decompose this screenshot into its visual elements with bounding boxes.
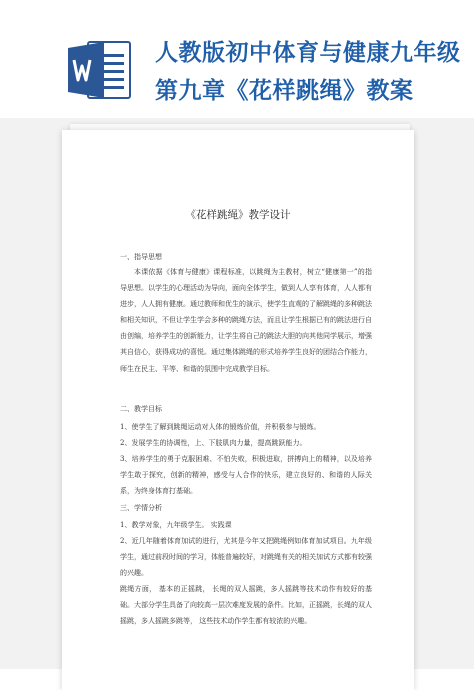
- goal-item-3: 3、培养学生的勇于克服困难、不怕失败，积极进取，拼搏向上的精神，以及培养学生敢于探究，创新的精神，感受与人合作的快乐，建立良好的、和谐的人际关系，为终身体育打基础。: [120, 455, 372, 496]
- goal-item-2: 2、发展学生的协调性，上、下肢肌肉力量，提高跳跃能力。: [120, 439, 307, 447]
- section-heading-guiding-thought: 一、指导思想: [120, 253, 162, 261]
- document-page: [62, 130, 414, 690]
- document-title: 《花样跳绳》教学设计: [185, 209, 291, 221]
- section-paragraph-guiding-thought: 本课依据《体育与健康》课程标准，以跳绳为主教材，树立“健康第一”的指导思想。以学生的心理活动为导向，面向全体学生，做到人人享有体育，人人都有进步，人人拥有健康。通过教师和优生的演示，使学生直观的了解跳绳的多种跳法和相关知识，不但让学生学会多种的跳绳方法，而且让学生根据已有的跳法进行自由创编，培养学生的创新能力，让学生将自己的跳法大胆的向其他同学展示，增强其自信心，获得成功的喜悦。通过集体跳绳的形式培养学生良好的团结合作能力，师生在民主、平等、和谐的氛围中完成教学目标。: [120, 268, 372, 373]
- page-title-line-2: 第九章《花样跳绳》教案: [155, 78, 414, 104]
- document-preview: [0, 118, 474, 669]
- goal-item-1: 1、使学生了解到跳绳运动对人体的锻炼价值，并积极参与锻炼。: [120, 423, 321, 431]
- analysis-item-1: 1、教学对象，九年级学生。 实践课: [120, 521, 232, 529]
- analysis-item-2: 2、近几年随着体育加试的进行，尤其是今年又把跳绳例如体育加试项目。九年级学生，通过前段时间的学习，体能普遍较好，对跳绳有关的相关加试方式都有较强的兴趣。: [120, 537, 372, 578]
- header: [0, 0, 474, 118]
- section-heading-teaching-goals: 二、教学目标: [120, 405, 162, 413]
- analysis-paragraph: 跳绳方面， 基本的正摇跳， 长绳的双人摇跳，多人摇跳等技术动作有较好的基础。大部分学生具备了向较高一层次难度发展的条件。比如，正摇跳，长绳的双人摇跳，多人摇跳多跳等， 这些技术动作学生都有较浓的兴趣。: [120, 585, 372, 626]
- section-heading-learner-analysis: 三、学情分析: [120, 504, 162, 512]
- page-title-line-1: 人教版初中体育与健康九年级: [155, 40, 461, 66]
- word-document-icon: [66, 40, 138, 100]
